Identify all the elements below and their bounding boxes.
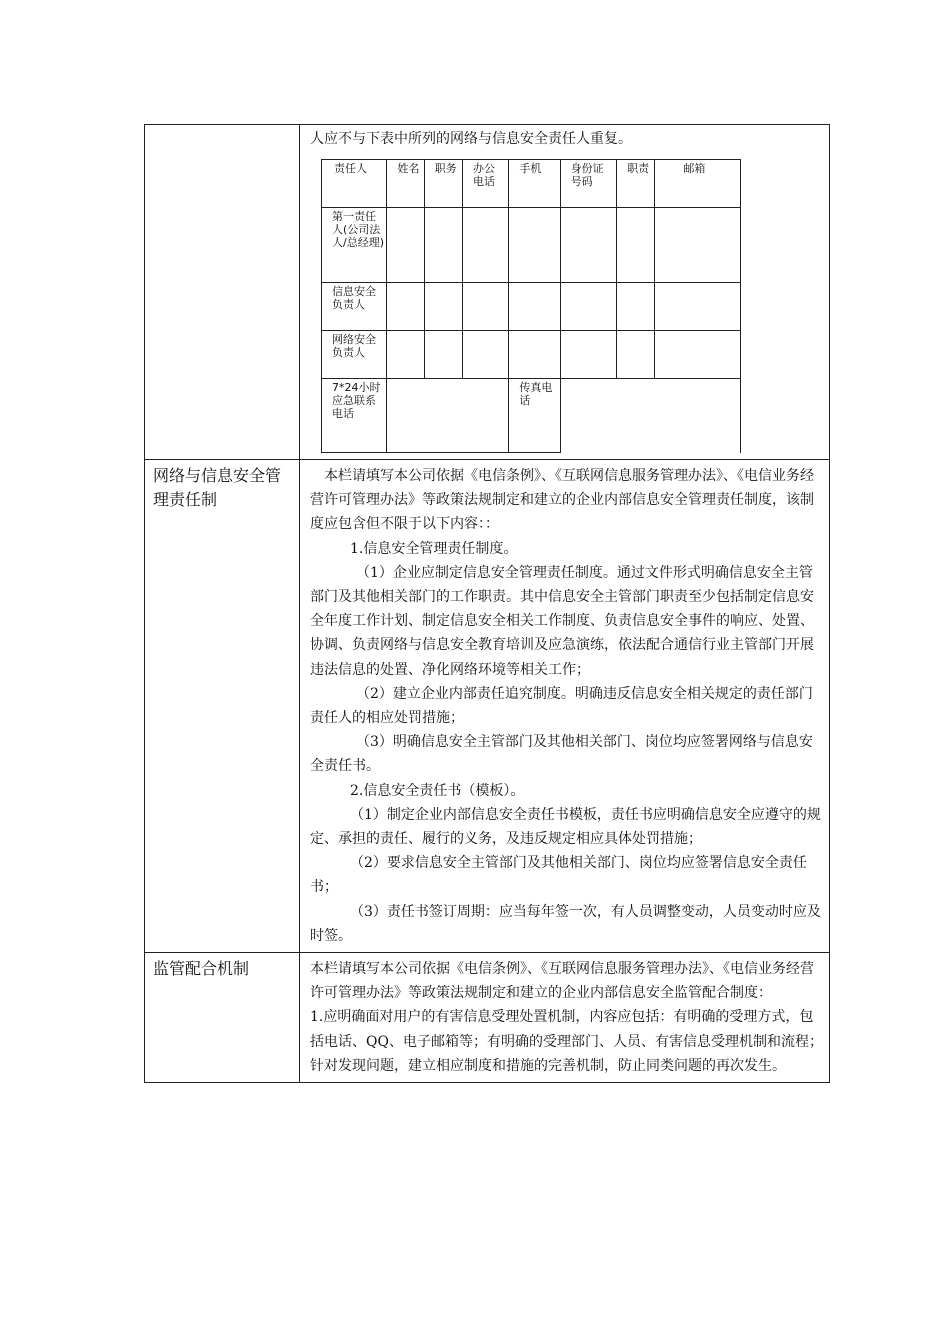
supervision-content (300, 953, 830, 1083)
blank-cell (509, 283, 560, 331)
header-row (322, 160, 741, 208)
blank-cell (387, 331, 424, 379)
contact-row (145, 125, 830, 460)
paragraph: 本栏请填写本公司依据《电信条例》、《互联网信息服务管理办法》、《电信业务经营许可管理办法》等政策法规制定和建立的企业内部信息安全管理责任制度，该制度应包含但不限于以下内容：： (310, 468, 814, 533)
blank-cell (463, 208, 509, 283)
supervision-row (145, 953, 830, 1083)
header-cell: 办公电话 (463, 160, 509, 208)
blank-cell (509, 208, 560, 283)
paragraph: （2）要求信息安全主管部门及其他相关部门、岗位均应签署信息安全责任书； (310, 855, 807, 896)
header-cell: 职务 (424, 160, 462, 208)
row-heading: 监管配合机制 (145, 953, 300, 1083)
blank-cell (560, 283, 616, 331)
header-cell: 责任人 (322, 160, 387, 208)
paragraph: 2.信息安全责任书（模板）。 (350, 782, 525, 799)
paragraph: （3）责任书签订周期：应当每年签一次，有人员调整变动，人员变动时应及时签。 (310, 903, 821, 944)
paragraph: （1）制定企业内部信息安全责任书模板，责任书应明确信息安全应遵守的规定、承担的责任、履行的义务，及违反规定相应具体处罚措施； (310, 806, 821, 848)
paragraph: （3）明确信息安全主管部门及其他相关部门、岗位均应签署网络与信息安全责任书。 (310, 734, 813, 775)
table-row (322, 331, 741, 379)
row-heading: 网络与信息安全管理责任制 (145, 460, 300, 953)
header-cell: 邮箱 (655, 160, 741, 208)
contact-content (300, 125, 830, 460)
header-cell: 手机 (509, 160, 560, 208)
paragraph: 1.信息安全管理责任制度。 (350, 540, 518, 557)
blank-cell (617, 283, 655, 331)
responsibility-content (300, 460, 830, 953)
blank-cell (655, 283, 741, 331)
header-cell: 姓名 (387, 160, 424, 208)
blank-cell (617, 208, 655, 283)
blank-cell (387, 283, 424, 331)
blank-cell (655, 331, 741, 379)
paragraph: （1）企业应制定信息安全管理责任制度。通过文件形式明确信息安全主管部门及其他相关部门的工作职责。其中信息安全主管部门职责至少包括制定信息安全年度工作计划、制定信息安全相关工作制度、负责信息安全事件的响应、处置、协调、负责网络与信息安全教育培训及应急演练，依法配合通信行业主管部门开展违法信息的处置、净化网络环境等相关工作； (310, 564, 814, 678)
blank-cell (463, 331, 509, 379)
empty-label-cell (145, 125, 300, 460)
paragraph: （2）建立企业内部责任追究制度。明确违反信息安全相关规定的责任部门责任人的相应处罚措施； (310, 685, 813, 727)
blank-cell (560, 208, 616, 283)
hotline-value (387, 379, 509, 453)
row-label: 信息安全负责人 (322, 283, 387, 331)
hotline-row (322, 379, 741, 453)
fax-label: 传真电话 (509, 379, 560, 453)
paragraph: 1.应明确面对用户的有害信息受理处置机制，内容应包括：有明确的受理方式，包括电话、QQ、电子邮箱等；有明确的受理部门、人员、有害信息受理机制和流程；针对发现问题，建立相应制度和措施的完善机制，防止同类问题的再次发生。 (310, 1009, 823, 1074)
header-cell: 身份证号码 (560, 160, 616, 208)
blank-cell (655, 208, 741, 283)
header-cell: 职责 (617, 160, 655, 208)
contact-intro: 人应不与下表中所列的网络与信息安全责任人重复。 (310, 131, 632, 147)
row-label: 网络安全负责人 (322, 331, 387, 379)
blank-cell (509, 331, 560, 379)
responsible-persons-table (321, 159, 741, 453)
blank-cell (424, 208, 462, 283)
blank-cell (387, 208, 424, 283)
table-row (322, 208, 741, 283)
blank-cell (424, 331, 462, 379)
paragraph: 本栏请填写本公司依据《电信条例》、《互联网信息服务管理办法》、《电信业务经营许可管理办法》等政策法规制定和建立的企业内部信息安全监管配合制度： (310, 961, 814, 1002)
hotline-label: 7*24小时应急联系电话 (322, 379, 387, 453)
fax-value (560, 379, 740, 453)
blank-cell (617, 331, 655, 379)
blank-cell (424, 283, 462, 331)
row-label: 第一责任人(公司法人/总经理) (322, 208, 387, 283)
document-table (144, 124, 830, 1083)
table-row (322, 283, 741, 331)
blank-cell (463, 283, 509, 331)
blank-cell (560, 331, 616, 379)
responsibility-row (145, 460, 830, 953)
